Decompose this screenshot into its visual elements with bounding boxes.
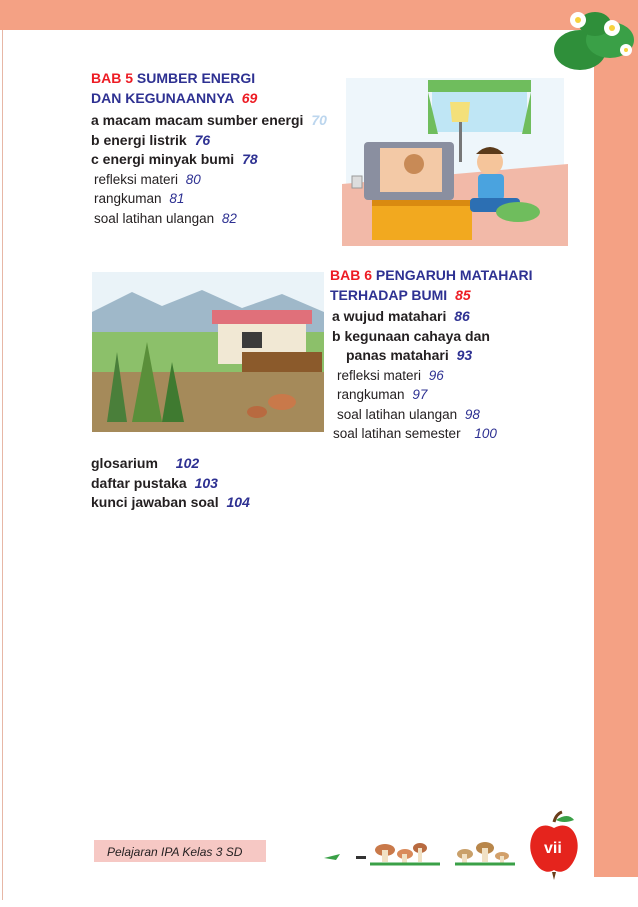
bab6-label: BAB 6 xyxy=(330,267,373,283)
toc-entry-page: 78 xyxy=(242,151,258,167)
toc-minor-entry[interactable] xyxy=(330,385,533,405)
bab6-heading[interactable] xyxy=(330,266,533,286)
toc-entry-text: c energi minyak bumi xyxy=(91,151,235,167)
toc-minor-entry[interactable] xyxy=(330,424,533,444)
toc-entry-page: 76 xyxy=(194,131,211,148)
toc-entry-page: 98 xyxy=(464,406,480,422)
toc-entry-page: 70 xyxy=(311,112,327,128)
toc-entry[interactable] xyxy=(330,346,533,366)
toc-entry-text: soal latihan ulangan xyxy=(337,406,458,422)
toc-entry-text: b kegunaan cahaya dan xyxy=(332,327,490,344)
toc-entry-text: soal latihan semester xyxy=(333,426,461,441)
toc-minor-entry[interactable] xyxy=(91,170,327,190)
bab5-title-line1: SUMBER ENERGI xyxy=(136,70,256,86)
right-margin-band xyxy=(594,30,638,877)
bab5-label: BAB 5 xyxy=(91,70,134,86)
toc-entry-page: 104 xyxy=(226,494,250,510)
toc-entry-text: a macam macam sumber energi xyxy=(91,112,304,128)
toc-minor-entry[interactable] xyxy=(330,405,533,425)
toc-entry-page: 103 xyxy=(194,474,218,491)
toc-entry-text: kunci jawaban soal xyxy=(91,494,219,510)
toc-entry[interactable] xyxy=(91,454,250,474)
bab6-section xyxy=(330,266,533,444)
toc-entry[interactable] xyxy=(330,307,533,327)
toc-minor-entry[interactable] xyxy=(330,366,533,386)
village-landscape-illustration xyxy=(92,272,324,432)
toc-entry[interactable] xyxy=(91,474,250,494)
toc-entry-page: 100 xyxy=(474,426,497,441)
bab5-heading-line2[interactable] xyxy=(91,89,327,109)
mushroom-strip-illustration xyxy=(320,830,520,870)
toc-entry-page: 86 xyxy=(454,308,470,324)
toc-entry[interactable] xyxy=(91,493,250,513)
toc-entry-page: 93 xyxy=(456,347,473,363)
bab6-heading-line2[interactable] xyxy=(330,286,533,306)
toc-entry-page: 97 xyxy=(412,387,428,402)
toc-entry[interactable] xyxy=(91,150,327,170)
toc-entry-text: soal latihan ulangan xyxy=(94,210,215,226)
toc-entry-text: rangkuman xyxy=(94,191,162,206)
toc-entry-page: 96 xyxy=(428,367,444,383)
bab6-title-line1: PENGARUH MATAHARI xyxy=(375,267,533,283)
toc-entry-text: b energi listrik xyxy=(91,131,187,148)
toc-entry-text: a wujud matahari xyxy=(332,308,447,324)
back-matter-section xyxy=(91,454,250,513)
toc-entry[interactable] xyxy=(91,131,327,151)
toc-minor-entry[interactable] xyxy=(91,189,327,209)
toc-entry[interactable] xyxy=(91,111,327,131)
toc-entry-text: refleksi materi xyxy=(337,367,422,383)
toc-entry-page: 80 xyxy=(185,171,201,187)
lily-pad-illustration xyxy=(540,6,638,72)
bab6-page: 85 xyxy=(455,286,471,303)
toc-entry-page: 81 xyxy=(169,191,185,206)
bab6-title-line2: TERHADAP BUMI xyxy=(330,286,448,303)
toc-entry-text: glosarium xyxy=(91,455,158,471)
toc-entry-text: refleksi materi xyxy=(94,171,179,187)
toc-minor-entry[interactable] xyxy=(91,209,327,229)
bab5-title-line2: DAN KEGUNAANNYA xyxy=(91,89,234,106)
toc-entry-text: daftar pustaka xyxy=(91,474,187,491)
boy-watching-tv-illustration xyxy=(342,74,568,246)
bab5-page: 69 xyxy=(241,89,258,106)
bab5-heading[interactable] xyxy=(91,69,327,89)
toc-entry-page: 82 xyxy=(221,210,237,226)
page-number: vii xyxy=(544,840,562,857)
toc-entry-text: panas matahari xyxy=(346,347,449,363)
left-page-edge xyxy=(2,30,3,900)
footer-book-title: Pelajaran IPA Kelas 3 SD xyxy=(107,845,243,859)
toc-entry-text: rangkuman xyxy=(337,387,405,402)
toc-entry-page: 102 xyxy=(175,455,200,471)
bab5-section xyxy=(91,69,327,228)
toc-entry[interactable] xyxy=(330,327,533,347)
